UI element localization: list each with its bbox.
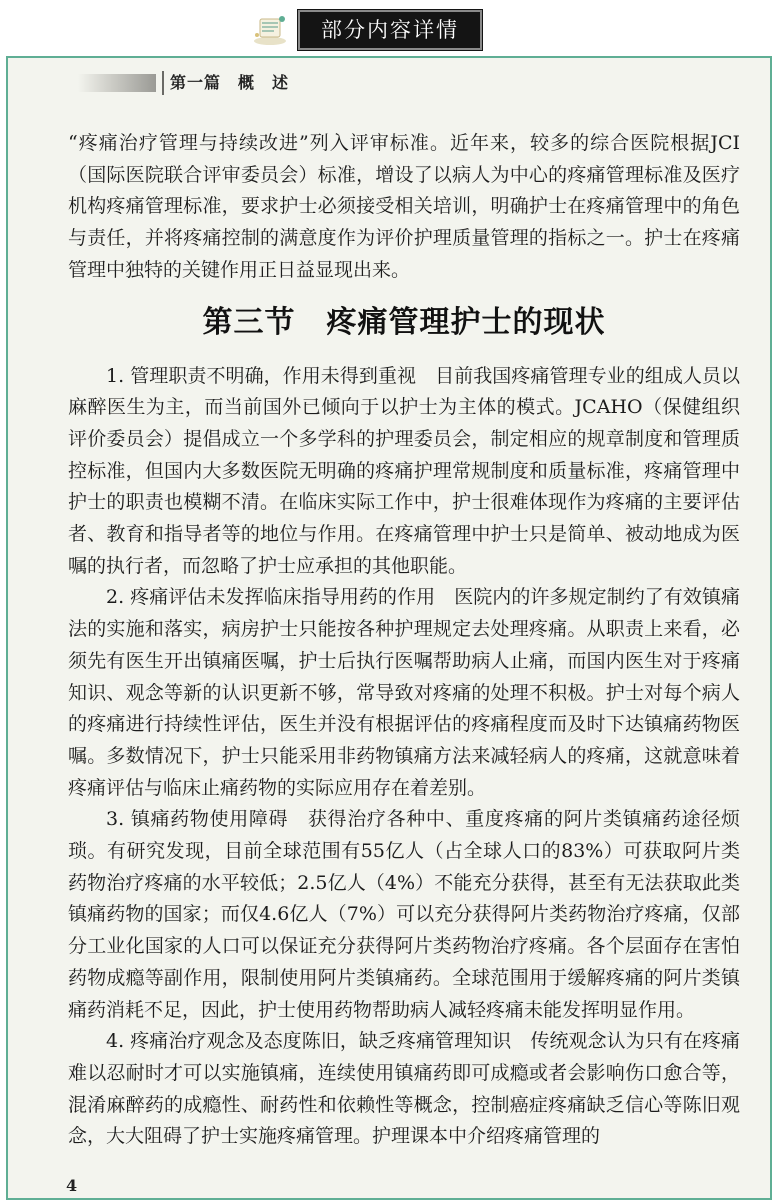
book-logo-icon — [246, 10, 294, 50]
page-number: 4 — [66, 1176, 78, 1195]
paragraph-continued: “疼痛治疗管理与持续改进”列入评审标准。近年来，较多的综合医院根据JCI（国际医院联合评审委员会）标准，增设了以病人为中心的疼痛管理标准及医疗机构疼痛管理标准，要求护士必须接受相关培训，明确护士在疼痛管理中的角色与责任，并将疼痛控制的满意度作为评价护理质量管理的指标之一。护士在疼痛管理中独特的关键作用正日益显现出来。 — [68, 132, 740, 281]
paragraph-4: 4. 疼痛治疗观念及态度陈旧，缺乏疼痛管理知识 传统观念认为只有在疼痛难以忍耐时才可以实施镇痛，连续使用镇痛药即可成瘾或者会影响伤口愈合等，混淆麻醉药的成瘾性、耐药性和依赖性等概念，控制癌症疼痛缺乏信心等陈旧观念，大大阻碍了护士实施疼痛管理。护理课本中介绍疼痛管理的 — [68, 1030, 740, 1148]
section-title: 第三节 疼痛管理护士的现状 — [202, 304, 606, 340]
paragraph-1: 1. 管理职责不明确，作用未得到重视 目前我国疼痛管理专业的组成人员以麻醉医生为主，而当前国外已倾向于以护士为主体的模式。JCAHO（保健组织评价委员会）提倡成立一个多学科的护理委员会，制定相应的规章制度和管理质控标准，但国内大多数医院无明确的疼痛护理常规制度和质量标准，疼痛管理中护士的职责也模糊不清。在临床实际工作中，护士很难体现作为疼痛的主要评估者、教育和指导者等的地位与作用。在疼痛管理中护士只是简单、被动地成为医嘱的执行者，而忽略了护士应承担的其他职能。 — [68, 364, 740, 577]
top-bar — [0, 0, 778, 56]
page-content — [68, 128, 740, 1153]
paragraph-3: 3. 镇痛药物使用障碍 获得治疗各种中、重度疼痛的阿片类镇痛药途径烦琐。有研究发现，目前全球范围有55亿人（占全球人口的83%）可获取阿片类药物治疗疼痛的水平较低；2.5亿人（4%）不能充分获得，甚至有无法获取此类镇痛药物的国家；而仅4.6亿人（7%）可以充分获得阿片类药物治疗疼痛，仅部分工业化国家的人口可以保证充分获得阿片类药物治疗疼痛。各个层面存在害怕药物成瘾等副作用，限制使用阿片类镇痛药。全球范围用于缓解疼痛的阿片类镇痛药消耗不足，因此，护士使用药物帮助病人减轻疼痛未能发挥明显作用。 — [68, 808, 740, 1021]
running-head-divider — [162, 71, 164, 95]
running-head-text: 第一篇 概 述 — [170, 73, 290, 92]
book-page — [6, 56, 772, 1200]
running-head-bar — [78, 74, 156, 92]
paragraph-2: 2. 疼痛评估未发挥临床指导用药的作用 医院内的许多规定制约了有效镇痛法的实施和落实，病房护士只能按各种护理规定去处理疼痛。从职责上来看，必须先有医生开出镇痛医嘱，护士后执行医嘱帮助病人止痛，而国内医生对于疼痛知识、观念等新的认识更新不够，常导致对疼痛的处理不积极。护士对每个病人的疼痛进行持续性评估，医生并没有根据评估的疼痛程度而及时下达镇痛药物医嘱。多数情况下，护士只能采用非药物镇痛方法来减轻病人的疼痛，这就意味着疼痛评估与临床止痛药物的实际应用存在着差别。 — [68, 586, 740, 799]
content-details-banner: 部分内容详情 — [298, 10, 482, 50]
running-head — [78, 70, 738, 98]
